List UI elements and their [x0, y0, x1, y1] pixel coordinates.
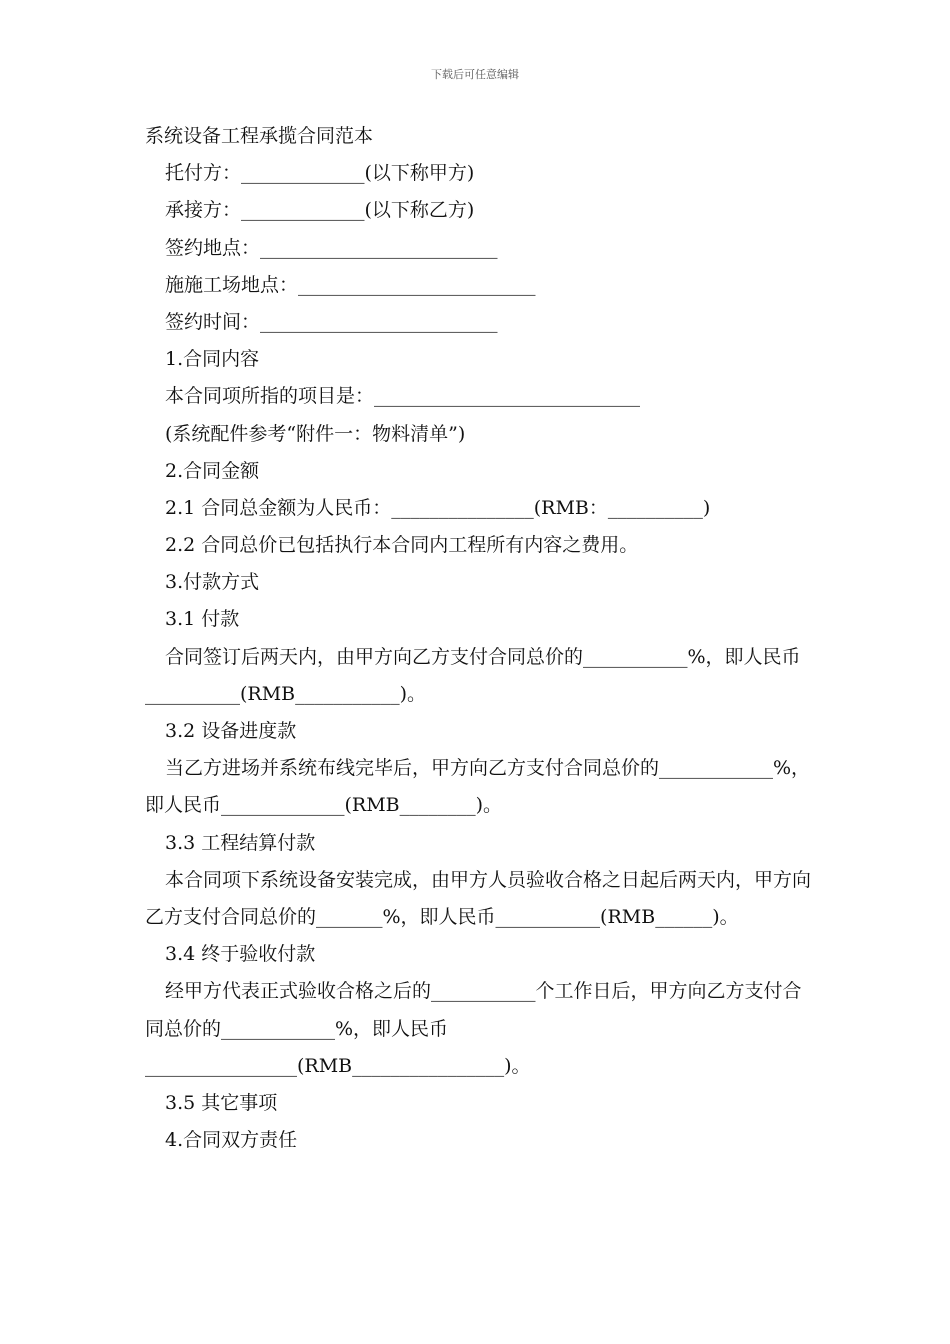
clause-3-5-heading: 3.5 其它事项	[165, 1092, 278, 1115]
section-heading-4: 4.合同双方责任	[165, 1129, 298, 1152]
clause-3-1-text: 合同签订后两天内，由甲方向乙方支付合同总价的___________%，即人民币__________(RMB___________)。	[145, 645, 801, 705]
clause-2-1: 2.1 合同总金额为人民币：_______________(RMB：__________)	[165, 496, 711, 519]
client-field: 托付方：_____________(以下称甲方)	[165, 162, 475, 185]
section-heading-1: 1.合同内容	[165, 348, 260, 371]
sign-place-field: 签约地点：_________________________	[165, 236, 498, 259]
document-title: 系统设备工程承揽合同范本	[145, 125, 374, 147]
clause-2-2: 2.2 合同总价已包括执行本合同内工程所有内容之费用。	[165, 534, 639, 557]
attachment-note: (系统配件参考“附件一：物料清单”)	[165, 422, 466, 445]
clause-3-2-heading: 3.2 设备进度款	[165, 720, 297, 743]
project-field: 本合同项所指的项目是：____________________________	[165, 385, 641, 408]
clause-3-4-text: 经甲方代表正式验收合格之后的___________个工作日后，甲方向乙方支付合同总价的____________%，即人民币________________(RMB________________)。	[145, 980, 802, 1077]
clause-3-3-heading: 3.3 工程结算付款	[165, 831, 316, 854]
section-heading-3: 3.付款方式	[165, 571, 260, 594]
clause-3-4-heading: 3.4 终于验收付款	[165, 943, 316, 966]
sign-time-field: 签约时间：_________________________	[165, 310, 498, 333]
clause-3-3-text: 本合同项下系统设备安装完成，由甲方人员验收合格之日起后两天内，甲方向乙方支付合同总价的_______%，即人民币___________(RMB______)。	[145, 868, 812, 929]
clause-3-2-text: 当乙方进场并系统布线完毕后，甲方向乙方支付合同总价的____________%，即人民币_____________(RMB________)。	[145, 757, 811, 817]
clause-3-1-heading: 3.1 付款	[165, 608, 240, 631]
site-field: 施施工场地点：_________________________	[165, 273, 536, 296]
document-body	[145, 118, 815, 1159]
page-header-note: 下载后可任意编辑	[431, 68, 519, 81]
section-heading-2: 2.合同金额	[165, 459, 260, 482]
contractor-field: 承接方：_____________(以下称乙方)	[165, 199, 475, 222]
